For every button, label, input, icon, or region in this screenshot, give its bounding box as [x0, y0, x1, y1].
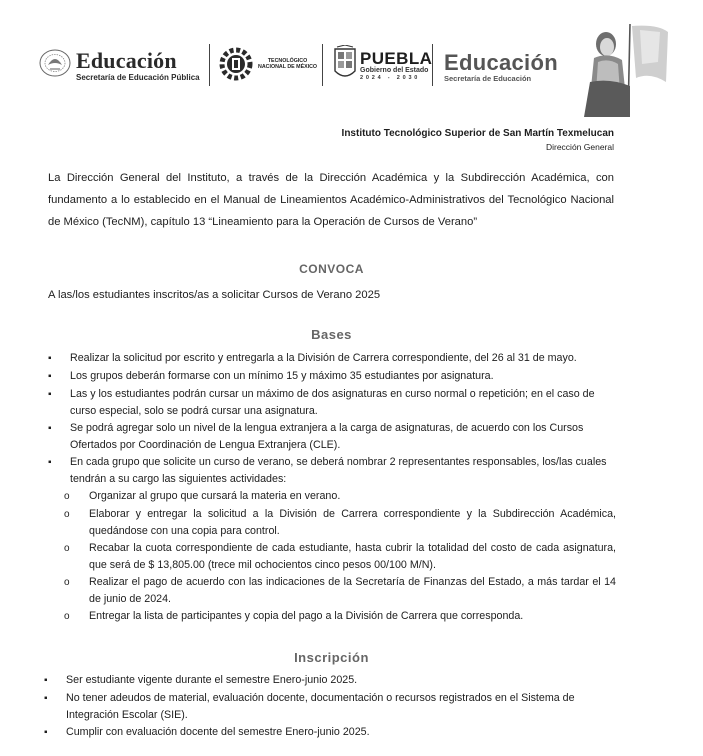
- state-education-title: Educación: [444, 50, 558, 75]
- sep-subtitle: Secretaría de Educación Pública: [76, 73, 200, 82]
- puebla-wordmark: [360, 50, 432, 82]
- institution-department: Dirección General: [545, 142, 614, 152]
- puebla-shield-logo: [333, 45, 357, 83]
- list-item: Los grupos deberán formarse con un mínimo 15 y máximo 35 estudiantes por asignatura.: [70, 370, 494, 382]
- sep-eagle-logo: [38, 48, 72, 78]
- sub-list-item: Organizar al grupo que cursará la materia en verano.: [89, 490, 341, 502]
- list-item: Realizar la solicitud por escrito y entregarla a la División de Carrera correspondiente, del 26 al 31 de mayo.: [70, 352, 577, 364]
- inscripcion-heading: Inscripción: [294, 650, 369, 665]
- sub-list-item: Entregar la lista de participantes y copia del pago a la División de Carrera que corresponda.: [89, 610, 524, 622]
- list-item: Se podrá agregar solo un nivel de la lengua extranjera a la carga de asignaturas, de acuerdo con los Cursos Ofertados por Coordinación de Lengua Extranjera (CLE).: [70, 422, 584, 451]
- sep-wordmark: [76, 50, 200, 82]
- bullet-marker: ▪: [48, 389, 52, 400]
- intro-paragraph: La Dirección General del Instituto, a través de la Dirección Académica y la Subdirección Académica, con fundamento a lo establecido en el Manual de Lineamientos Académico-Administrativos del Tecnológico Nacional de México (TecNM), capítulo 13 “Lineamiento para la Operación de Cursos de Verano”: [48, 172, 614, 228]
- bullet-marker: ▪: [48, 423, 52, 434]
- bullet-marker: ▪: [44, 675, 48, 686]
- header-divider: [322, 44, 323, 86]
- institution-name: Instituto Tecnológico Superior de San Martín Texmelucan: [341, 128, 614, 139]
- bullet-marker: ▪: [44, 727, 48, 738]
- institution-block: [342, 127, 614, 153]
- subbullet-marker: o: [64, 577, 70, 588]
- puebla-title: PUEBLA: [360, 49, 433, 68]
- sub-list-item: Realizar el pago de acuerdo con las indicaciones de la Secretaría de Finanzas del Estado, a más tardar el 14 de junio de 2024.: [89, 576, 616, 605]
- list-item: En cada grupo que solicite un curso de verano, se deberá nombrar 2 representantes responsables, los/las cuales tendrán a su cargo las siguientes actividades:: [70, 456, 607, 485]
- list-item: Las y los estudiantes podrán cursar un máximo de dos asignaturas en curso normal o repetición; en el caso de curso especial, solo se podrá cursar una asignatura.: [70, 388, 595, 417]
- state-education-subtitle: Secretaría de Educación: [444, 74, 532, 83]
- list-item: Ser estudiante vigente durante el semestre Enero-junio 2025.: [66, 674, 358, 686]
- patria-figure-illustration: [580, 22, 670, 117]
- state-education-wordmark: [444, 52, 558, 83]
- puebla-subtitle: Gobierno del Estado: [360, 67, 429, 74]
- tecnm-line2: NACIONAL DE MÉXICO: [258, 64, 318, 70]
- subbullet-marker: o: [64, 611, 70, 622]
- header-divider: [432, 44, 433, 86]
- bullet-marker: ▪: [48, 371, 52, 382]
- subbullet-marker: o: [64, 491, 70, 502]
- puebla-years: 2024 - 2030: [360, 75, 421, 81]
- tecnm-wordmark: [258, 58, 317, 70]
- subbullet-marker: o: [64, 509, 70, 520]
- sub-list-item: Elaborar y entregar la solicitud a la División de Carrera correspondiente y la Subdirección Académica, quedándose con una copia para control.: [89, 508, 616, 537]
- sep-title: Educación: [76, 48, 177, 73]
- letterhead: [0, 0, 703, 120]
- bases-heading: Bases: [311, 327, 352, 342]
- list-item: No tener adeudos de material, evaluación docente, documentación o recursos registrados en el Sistema de Integración Escolar (SIE).: [66, 692, 575, 721]
- convoca-heading: CONVOCA: [299, 262, 364, 276]
- bullet-marker: ▪: [44, 693, 48, 704]
- bullet-marker: ▪: [48, 457, 52, 468]
- bullet-marker: ▪: [48, 353, 52, 364]
- list-item: Cumplir con evaluación docente del semestre Enero-junio 2025.: [66, 726, 370, 738]
- convoca-lead: A las/los estudiantes inscritos/as a solicitar Cursos de Verano 2025: [48, 289, 381, 301]
- header-divider: [209, 44, 210, 86]
- tecnm-line1: TECNOLÓGICO: [267, 58, 308, 64]
- tecnm-gear-logo: [219, 44, 253, 84]
- sub-list-item: Recabar la cuota correspondiente de cada estudiante, hasta cubrir la totalidad del costo de cada asignatura, que será de $ 13,805.00 (trece mil ochocientos cinco pesos 00/100 M/N).: [89, 542, 616, 571]
- subbullet-marker: o: [64, 543, 70, 554]
